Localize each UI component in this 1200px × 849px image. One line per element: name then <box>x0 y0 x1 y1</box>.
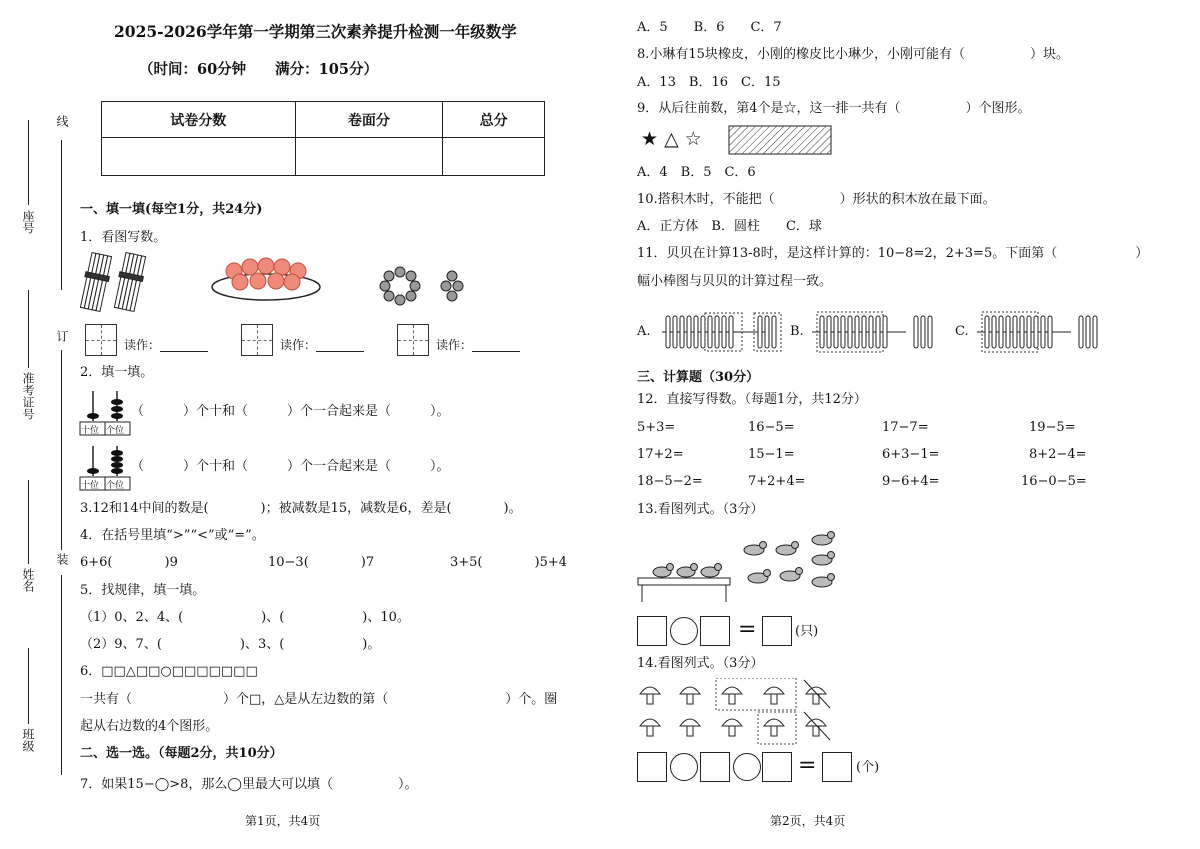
q14-box-2[interactable] <box>700 752 730 782</box>
q13-box-2[interactable] <box>700 616 730 646</box>
calc-item: 18−5−2= <box>637 474 703 489</box>
binding-line-bottom <box>61 575 62 775</box>
q5-item-1: （1）0、2、4、( )、( )、10。 <box>80 610 410 625</box>
birds-image <box>636 528 846 606</box>
calc-item: 16−5= <box>748 420 795 435</box>
score-table <box>101 101 545 176</box>
score-header-paper: 试卷分数 <box>102 102 296 138</box>
read-label: 读作： <box>124 338 161 352</box>
q11-text-2: 幅小棒图与贝贝的计算过程一致。 <box>637 274 833 289</box>
binding-line-middle <box>61 350 62 550</box>
calc-item: 9−6+4= <box>882 474 940 489</box>
abacus-1-tens-label: 十位 <box>81 426 100 436</box>
q4-item-c: 3+5( )5+4 <box>450 555 568 570</box>
q14-unit: (个) <box>856 760 880 775</box>
stick-bundles-image <box>78 250 148 314</box>
q13-answer-box[interactable] <box>762 616 792 646</box>
q9-text: 9．从后往前数，第4个是☆，这一排一共有（ ）个图形。 <box>637 101 1031 116</box>
q11-text-1: 11．贝贝在计算13-8时，是这样计算的：10−8=2，2+3=5。下面第（ ） <box>637 246 1149 261</box>
q11-option-b-sticks <box>810 310 940 354</box>
q6-line-2: 起从右边数的4个图形。 <box>80 719 219 734</box>
abacus-2-tens-label: 十位 <box>81 481 100 491</box>
circle-groups-image <box>378 264 470 308</box>
q13-unit: (只) <box>795 624 819 639</box>
q1-answer-box-2[interactable] <box>241 324 273 356</box>
peach-plate-image <box>210 255 322 303</box>
q11-option-c-label: C. <box>955 324 969 339</box>
abacus-2-ones-label: 个位 <box>106 481 125 491</box>
name-label: 姓名 <box>21 568 35 592</box>
exam-number-field[interactable] <box>28 290 29 368</box>
q1-read-2 <box>280 336 364 353</box>
calc-item: 5+3= <box>637 420 676 435</box>
calc-item: 15−1= <box>748 447 795 462</box>
q5-item-2: （2）9、7、( )、3、( )。 <box>80 637 381 652</box>
q7-text: 7．如果15−◯>8，那么◯里最大可以填（ ）。 <box>80 777 418 792</box>
calc-item: 8+2−4= <box>1029 447 1087 462</box>
score-cell-neatness[interactable] <box>295 138 443 176</box>
q2-text: 2．填一填。 <box>80 365 154 380</box>
margin-ding: 订 <box>55 330 69 342</box>
section-1-heading: 一、填一填(每空1分，共24分) <box>80 202 263 217</box>
q5-text: 5．找规律，填一填。 <box>80 583 206 598</box>
calc-item: 17+2= <box>637 447 684 462</box>
mushrooms-image <box>636 678 836 748</box>
page-2-footer: 第2页，共4页 <box>770 814 846 828</box>
q3-text: 3.12和14中间的数是( )；被减数是15，减数是6，差是( )。 <box>80 501 522 516</box>
q11-option-a-sticks <box>660 310 784 354</box>
read-blank-2[interactable] <box>316 339 364 352</box>
q14-box-3[interactable] <box>762 752 792 782</box>
q11-option-b-label: B. <box>790 324 804 339</box>
seat-label: 座号 <box>21 210 35 234</box>
score-cell-paper[interactable] <box>102 138 296 176</box>
calc-item: 19−5= <box>1029 420 1076 435</box>
read-blank-1[interactable] <box>160 339 208 352</box>
q1-read-3 <box>436 336 520 353</box>
q10-text: 10.搭积木时，不能把（ ）形状的积木放在最下面。 <box>637 192 996 207</box>
seat-field[interactable] <box>28 120 29 205</box>
q14-equals: = <box>798 753 817 778</box>
exam-number-label: 准考证号 <box>21 372 35 420</box>
section-2-heading: 二、选一选。（每题2分，共10分） <box>80 746 283 761</box>
class-field[interactable] <box>28 648 29 724</box>
page-1-footer: 第1页，共4页 <box>245 814 321 828</box>
q6-shapes: 6．□□△□□○□□□□□□□ <box>80 664 258 679</box>
q13-text: 13.看图列式。（3分） <box>637 502 764 517</box>
q4-text: 4．在括号里填“>”“<”或“=”。 <box>80 528 265 543</box>
exam-title: 2025-2026学年第一学期第三次素养提升检测一年级数学 <box>114 22 517 41</box>
score-header-neatness: 卷面分 <box>295 102 443 138</box>
score-cell-total[interactable] <box>443 138 545 176</box>
q2-line-2: （ ）个十和（ ）个一合起来是（ ）。 <box>131 459 450 474</box>
q11-option-a-label: A. <box>637 324 651 339</box>
margin-xian: 线 <box>55 115 69 127</box>
q14-circle-2[interactable] <box>733 753 761 781</box>
q1-read-1 <box>124 336 208 353</box>
q13-circle[interactable] <box>670 617 698 645</box>
q1-answer-box-1[interactable] <box>85 324 117 356</box>
q9-shapes: ★ △ ☆ <box>641 128 702 150</box>
q14-circle-1[interactable] <box>670 753 698 781</box>
q10-options: A．正方体 B．圆柱 C．球 <box>637 219 822 234</box>
read-label: 读作： <box>280 338 317 352</box>
q2-line-1: （ ）个十和（ ）个一合起来是（ ）。 <box>131 404 450 419</box>
calc-item: 16−0−5= <box>1021 474 1087 489</box>
q14-box-1[interactable] <box>637 752 667 782</box>
q9-options: A．4 B．5 C．6 <box>637 165 756 180</box>
margin-zhuang: 装 <box>55 553 69 565</box>
q6-line-1: 一共有（ ）个□，△是从左边数的第（ ）个。圈 <box>80 692 558 707</box>
q9-hidden-block <box>728 125 832 155</box>
exam-subtitle: （时间：60分钟 满分：105分） <box>139 61 378 78</box>
read-label: 读作： <box>436 338 473 352</box>
calc-item: 7+2+4= <box>748 474 806 489</box>
q1-answer-box-3[interactable] <box>397 324 429 356</box>
read-blank-3[interactable] <box>472 339 520 352</box>
q1-text: 1．看图写数。 <box>80 230 167 245</box>
q4-item-b: 10−3( )7 <box>268 555 375 570</box>
name-field[interactable] <box>28 480 29 564</box>
score-header-total: 总分 <box>443 102 545 138</box>
q13-box-1[interactable] <box>637 616 667 646</box>
q12-text: 12．直接写得数。（每题1分，共12分） <box>637 392 867 407</box>
abacus-1-ones-label: 个位 <box>106 426 125 436</box>
q8-text: 8.小琳有15块橡皮，小刚的橡皮比小琳少，小刚可能有（ ）块。 <box>637 47 1069 62</box>
q11-option-c-sticks <box>975 310 1105 354</box>
q14-answer-box[interactable] <box>822 752 852 782</box>
q7-options: A．5 B．6 C．7 <box>637 20 782 35</box>
class-label: 班级 <box>21 728 35 752</box>
q8-options: A．13 B．16 C．15 <box>637 75 781 90</box>
binding-line-top <box>61 140 62 290</box>
q4-item-a: 6+6( )9 <box>80 555 178 570</box>
calc-item: 6+3−1= <box>882 447 940 462</box>
q14-text: 14.看图列式。（3分） <box>637 656 764 671</box>
section-3-heading: 三、计算题（30分） <box>637 370 760 385</box>
calc-item: 17−7= <box>882 420 929 435</box>
q13-equals: = <box>738 617 757 642</box>
